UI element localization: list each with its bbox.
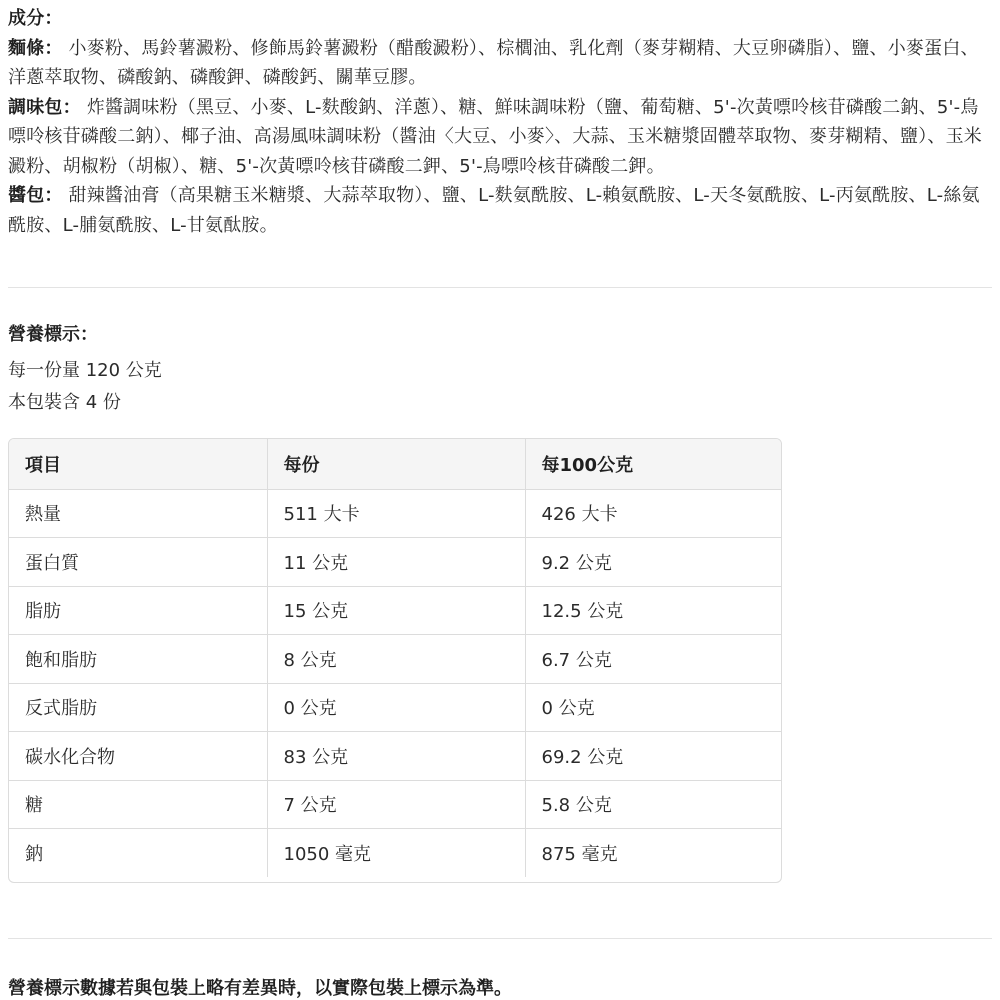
noodles-text: 小麥粉、馬鈴薯澱粉、修飾馬鈴薯澱粉（醋酸澱粉）、棕櫚油、乳化劑（麥芽糊精、大豆卵磷脂）、鹽、小麥蛋白、洋蔥萃取物、磷酸鈉、磷酸鉀、磷酸鈣、關華豆膠。 — [8, 37, 979, 88]
noodles-label: 麵條： — [8, 37, 63, 59]
divider-top — [8, 287, 992, 288]
ingredients-section — [8, 4, 992, 240]
table-cell-per-serving: 11 公克 — [267, 538, 525, 587]
table-cell-item: 反式脂肪 — [9, 683, 267, 732]
table-cell-item: 蛋白質 — [9, 538, 267, 587]
table-row — [9, 683, 782, 732]
servings-per-pack: 本包裝含 4 份 — [8, 392, 121, 413]
table-row — [9, 780, 782, 829]
table-row — [9, 829, 782, 878]
ingredients-heading: 成分： — [8, 8, 63, 29]
table-row — [9, 586, 782, 635]
table-cell-item: 飽和脂肪 — [9, 635, 267, 684]
table-cell-per-serving: 15 公克 — [267, 586, 525, 635]
seasoning-label: 調味包： — [8, 96, 81, 118]
table-cell-per-serving: 83 公克 — [267, 732, 525, 781]
nutrition-table — [8, 438, 782, 883]
sauce-text: 甜辣醬油膏（高果糖玉米糖漿、大蒜萃取物）、鹽、L-麩氨酰胺、L-賴氨酰胺、L-天冬氨酰胺、L-丙氨酰胺、L-絲氨酰胺、L-脯氨酰胺、L-甘氨酞胺。 — [8, 185, 980, 236]
table-cell-item: 熱量 — [9, 489, 267, 538]
table-cell-per-100g: 12.5 公克 — [525, 586, 782, 635]
table-cell-item: 鈉 — [9, 829, 267, 878]
table-cell-item: 碳水化合物 — [9, 732, 267, 781]
sauce-label: 醬包： — [8, 185, 63, 206]
column-header-item: 項目 — [9, 439, 267, 489]
table-cell-per-100g: 9.2 公克 — [525, 538, 782, 587]
serving-size: 每一份量 120 公克 — [8, 360, 162, 381]
table-cell-per-serving: 8 公克 — [267, 635, 525, 684]
footer-note: 營養標示數據若與包裝上略有差異時，以實際包裝上標示為準。 — [8, 978, 512, 999]
nutrition-heading: 營養標示： — [8, 324, 98, 345]
table-cell-per-serving: 7 公克 — [267, 780, 525, 829]
table-row — [9, 538, 782, 587]
noodles-ingredients — [8, 34, 992, 93]
seasoning-ingredients — [8, 93, 992, 182]
table-cell-per-100g: 0 公克 — [525, 683, 782, 732]
table-row — [9, 635, 782, 684]
table-header-row — [9, 439, 782, 489]
table-cell-per-serving: 0 公克 — [267, 683, 525, 732]
seasoning-text: 炸醬調味粉（黑豆、小麥、L-麩酸鈉、洋蔥）、糖、鮮味調味粉（鹽、葡萄糖、5'-次黃嘌呤核苷磷酸二鈉、5'-鳥嘌呤核苷磷酸二鈉）、椰子油、高湯風味調味粉（醬油〈大豆、小麥〉、大蒜、玉米糖漿固體萃取物、麥芽糊精、鹽）、玉米澱粉、胡椒粉（胡椒）、糖、5'-次黃嘌呤核苷磷酸二鉀、5'-鳥嘌呤核苷磷酸二鉀。 — [8, 96, 982, 177]
table-row — [9, 732, 782, 781]
table-cell-per-serving: 1050 毫克 — [267, 829, 525, 878]
table-cell-item: 脂肪 — [9, 586, 267, 635]
table-cell-per-100g: 875 毫克 — [541, 844, 618, 865]
table-cell-item: 糖 — [9, 780, 267, 829]
table-cell-per-serving: 511 大卡 — [267, 489, 525, 538]
table-row — [9, 489, 782, 538]
sauce-ingredients — [8, 181, 992, 240]
table-cell-per-100g: 5.8 公克 — [525, 780, 782, 829]
column-header-per-serving: 每份 — [267, 439, 525, 489]
table-cell-per-100g: 426 大卡 — [525, 489, 782, 538]
table-cell-per-100g: 69.2 公克 — [525, 732, 782, 781]
column-header-per-100g: 每100公克 — [525, 439, 782, 489]
divider-bottom — [8, 938, 992, 939]
table-cell-per-100g: 6.7 公克 — [525, 635, 782, 684]
